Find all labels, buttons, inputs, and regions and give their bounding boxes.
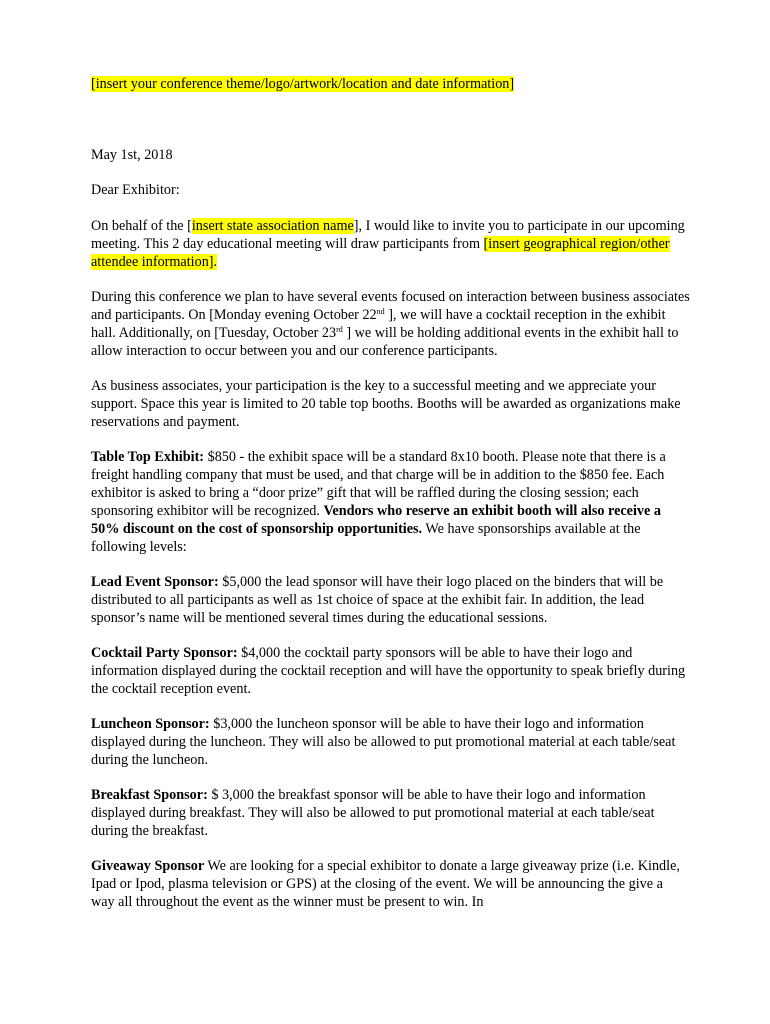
sponsor-label: Lead Event Sponsor:: [91, 574, 219, 590]
sponsor-text: $4,000 the cocktail party sponsors will be able to have their logo and information displayed during the cocktail reception and will have the opportunity to speak briefly during the cocktail reception event.: [91, 645, 686, 697]
vendor-discount-note: Vendors who reserve an exhibit booth will also receive a 50% discount on the cost of sponsorship opportunities.: [91, 503, 661, 537]
state-association-placeholder: insert state association name: [191, 218, 354, 234]
events-paragraph: [91, 288, 690, 360]
table-top-text-1: $850 - the exhibit space will be a standard 8x10 booth. Please note that there is a freight handling company that must be used, and that charge will be in addition to the $850 fee. Each exhibitor is asked to bring a “door prize” gift that will be raffled during the closing session; each sponsoring exhibitor will be recognized.: [91, 449, 666, 519]
events-text-2: ], we will have a cocktail reception in the exhibit hall. Additionally, on [Tuesday, October 23: [91, 307, 666, 341]
luncheon-sponsor-paragraph: [91, 715, 690, 769]
greeting: Dear Exhibitor:: [91, 182, 180, 198]
events-text-3: ] we will be holding additional events in the exhibit hall to allow interaction to occur between you and our conference participants.: [91, 325, 679, 359]
associates-paragraph: As business associates, your participation is the key to a successful meeting and we appreciate your support. Space this year is limited to 20 table top booths. Booths will be awarded as organizations make reservations and payment.: [91, 378, 681, 430]
sponsor-label: Breakfast Sponsor:: [91, 787, 208, 803]
sponsor-label: Cocktail Party Sponsor:: [91, 645, 238, 661]
sponsor-label: Giveaway Sponsor: [91, 858, 205, 874]
region-placeholder: [insert geographical region/other attendee information].: [91, 236, 670, 270]
sponsor-text: We are looking for a special exhibitor to donate a large giveaway prize (i.e. Kindle, Ipad or Ipod, plasma television or GPS) at the closing of the event. We will be announcing the give a way all throughout the event as the winner must be present to win. In: [91, 858, 680, 910]
breakfast-sponsor-paragraph: [91, 786, 690, 840]
intro-text-2: ], I would like to invite you to participate in our upcoming meeting. This 2 day educational meeting will draw participants from: [91, 218, 685, 252]
table-top-paragraph: [91, 448, 690, 556]
conference-header-placeholder: [91, 75, 690, 93]
table-top-label: Table Top Exhibit:: [91, 449, 205, 465]
events-text-1: During this conference we plan to have several events focused on interaction between business associates and participants. On [Monday evening October 22: [91, 289, 690, 323]
sponsor-text: $5,000 the lead sponsor will have their logo placed on the binders that will be distributed to all participants as well as 1st choice of space at the exhibit fair. In addition, the lead sponsor’s name will be mentioned several times during the educational sessions.: [91, 574, 664, 626]
intro-text-1: On behalf of the [: [91, 218, 192, 234]
events-sup-2: rd: [336, 325, 343, 334]
header-highlight: [insert your conference theme/logo/artwork/location and date information]: [91, 76, 515, 92]
sponsor-label: Luncheon Sponsor:: [91, 716, 210, 732]
letter-date: May 1st, 2018: [91, 147, 173, 163]
events-sup-1: nd: [376, 307, 385, 316]
cocktail-sponsor-paragraph: [91, 644, 690, 698]
intro-paragraph: [91, 217, 690, 271]
giveaway-sponsor-paragraph: [91, 857, 690, 911]
sponsor-text: $3,000 the luncheon sponsor will be able to have their logo and information displayed during the luncheon. They will also be allowed to put promotional material at each table/seat during the luncheon.: [91, 716, 676, 768]
table-top-text-2: We have sponsorships available at the following levels:: [91, 521, 641, 555]
sponsor-text: $ 3,000 the breakfast sponsor will be able to have their logo and information displayed during breakfast. They will also be allowed to put promotional material at each table/seat during the breakfast.: [91, 787, 655, 839]
lead-sponsor-paragraph: [91, 573, 690, 627]
